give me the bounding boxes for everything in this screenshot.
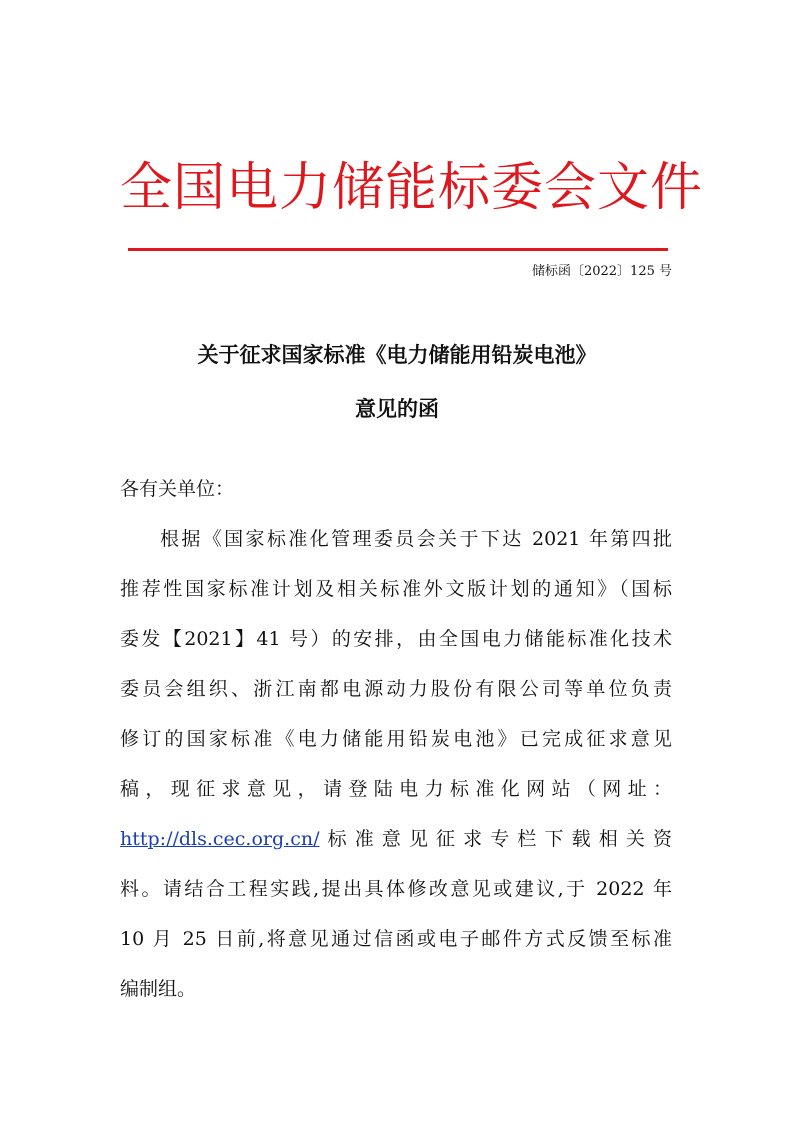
body-line: 根据《国家标准化管理委员会关于下达 2021 年第四批 [160,528,672,550]
body-line: 委发【2021】41 号）的安排，由全国电力储能标准化技术 [120,628,672,650]
body-line: 修订的国家标准《电力储能用铅炭电池》已完成征求意见 [120,728,672,750]
document-header-title: 全国电力储能标委会文件 [120,158,704,218]
addressee: 各有关单位： [120,478,235,500]
document-title-line-2: 意见的函 [355,396,439,421]
body-line: 委员会组织、浙江南都电源动力股份有限公司等单位负责 [120,678,672,700]
body-line: 稿，现征求意见，请登陆电力标准化网站（网址： [120,778,672,800]
body-line-text: 标准意见征求专栏下载相关资 [319,828,672,850]
body-line [120,824,672,854]
body-line: 10 月 25 日前,将意见通过信函或电子邮件方式反馈至标准 [120,928,672,950]
document-title-line-1: 关于征求国家标准《电力储能用铅炭电池》 [197,342,597,367]
body-line: 料。请结合工程实践,提出具体修改意见或建议,于 2022 年 [120,878,672,900]
body-line: 推荐性国家标准计划及相关标准外文版计划的通知》（国标 [120,578,672,600]
header-red-rule [128,248,668,251]
website-link[interactable]: http://dls.cec.org.cn/ [120,828,320,850]
body-line: 编制组。 [120,978,197,1000]
document-number: 储标函〔2022〕125 号 [531,264,672,279]
